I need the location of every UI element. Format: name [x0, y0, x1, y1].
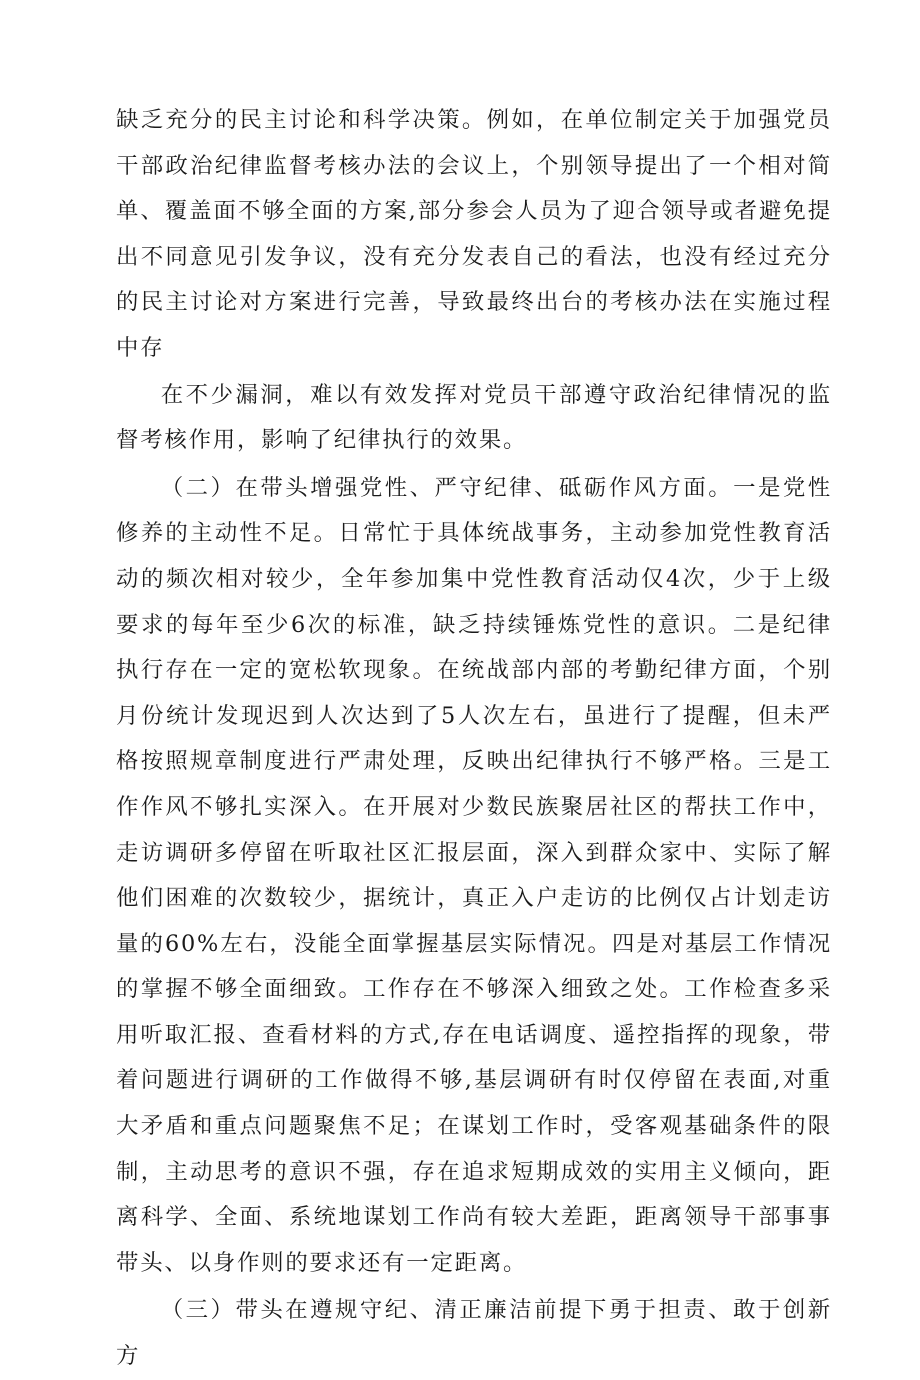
paragraph-section-three-heading: （三）带头在遵规守纪、清正廉洁前提下勇于担责、敢于创新方 [116, 1297, 832, 1370]
paragraph-section-two: （二）在带头增强党性、严守纪律、砥砺作风方面。一是党性修养的主动性不足。日常忙于具体统战事务，主动参加党性教育活动的频次相对较少，全年参加集中党性教育活动仅4次，少于上级要求的每年至少6次的标准，缺乏持续锤炼党性的意识。二是纪律执行存在一定的宽松软现象。在统战部内部的考勤纪律方面，个别月份统计发现迟到人次达到了5人次左右，虽进行了提醒，但未严格按照规章制度进行严肃处理，反映出纪律执行不够严格。三是工作作风不够扎实深入。在开展对少数民族聚居社区的帮扶工作中，走访调研多停留在听取社区汇报层面，深入到群众家中、实际了解他们困难的次数较少，据统计，真正入户走访的比例仅占计划走访量的60%左右，没能全面掌握基层实际情况。四是对基层工作情况的掌握不够全面细致。工作存在不够深入细致之处。工作检查多采用听取汇报、查看材料的方式,存在电话调度、遥控指挥的现象，带着问题进行调研的工作做得不够,基层调研有时仅停留在表面,对重大矛盾和重点问题聚焦不足；在谋划工作时，受客观基础条件的限制，主动思考的意识不强，存在追求短期成效的实用主义倾向，距离科学、全面、系统地谋划工作尚有较大差距，距离领导干部事事带头、以身作则的要求还有一定距离。 [116, 474, 832, 1276]
paragraph-loopholes: 在不少漏洞，难以有效发挥对党员干部遵守政治纪律情况的监督考核作用，影响了纪律执行的效果。 [116, 381, 832, 454]
paragraph-decision-making: 缺乏充分的民主讨论和科学决策。例如，在单位制定关于加强党员干部政治纪律监督考核办法的会议上，个别领导提出了一个相对简单、覆盖面不够全面的方案,部分参会人员为了迎合领导或者避免提出不同意见引发争议，没有充分发表自己的看法，也没有经过充分的民主讨论对方案进行完善，导致最终出台的考核办法在实施过程中存 [116, 107, 832, 361]
document-body [116, 98, 832, 1380]
